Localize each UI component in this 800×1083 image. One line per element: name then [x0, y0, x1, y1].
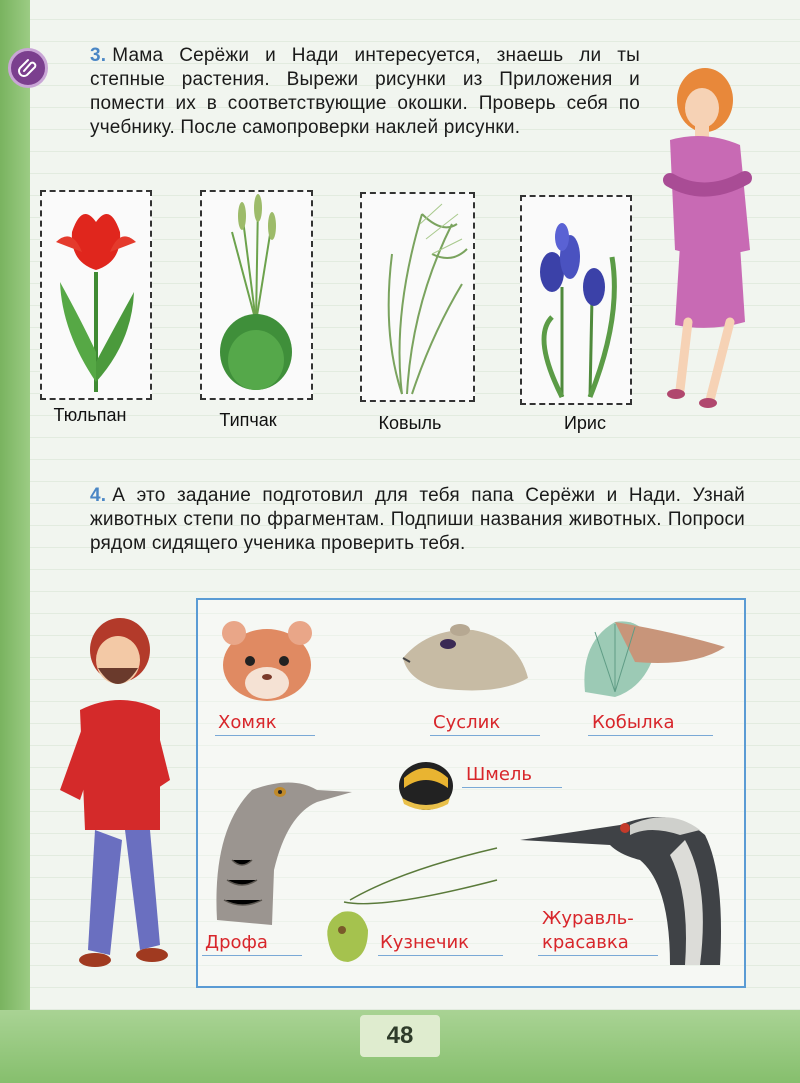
plant-label-tipchak: Типчак: [219, 410, 277, 430]
bumblebee-fragment: [396, 758, 456, 814]
plant-card-tulip: [40, 190, 152, 400]
answer-kobylka: Кобылка: [592, 712, 675, 733]
answer-line-grasshopper: [378, 955, 503, 956]
hamster-fragment: [220, 615, 315, 705]
page-number: 48: [360, 1015, 440, 1057]
father-illustration: [40, 610, 185, 980]
task-4-body: А это задание подготовил для тебя папа Серёжи и Нади. Узнай животных степи по фрагментам. Подпиши названия животных. Попроси рядом сидящего ученика проверить тебя.: [90, 485, 745, 554]
answer-line-kobylka: [588, 735, 713, 736]
task-3-text: [90, 44, 640, 140]
plant-card-tipchak: [200, 190, 313, 400]
answer-crane-line2: красавка: [542, 932, 629, 953]
answer-line-hamster: [215, 735, 315, 736]
task-4-number: 4.: [90, 485, 107, 506]
task-3-body: Мама Серёжи и Нади интересуется, знаешь ли ты степные растения. Вырежи рисунки из Приложения и помести их в соответствующие окошки. Проверь себя по учебнику. После самопроверки наклей рисунки.: [90, 45, 640, 138]
answer-grasshopper: Кузнечик: [380, 932, 470, 953]
answer-souslik: Суслик: [433, 712, 501, 733]
answer-bustard: Дрофа: [205, 932, 268, 953]
answer-bumblebee: Шмель: [466, 764, 533, 785]
answer-line-bustard: [202, 955, 302, 956]
answer-line-souslik: [430, 735, 540, 736]
kobylka-fragment: [575, 612, 730, 702]
plant-label-kovyl: Ковыль: [378, 413, 442, 433]
answer-line-bumblebee: [462, 787, 562, 788]
mother-illustration: [640, 60, 770, 410]
answer-hamster: Хомяк: [218, 712, 277, 733]
plant-card-iris: [520, 195, 632, 405]
paperclip-icon: [8, 48, 48, 88]
souslik-fragment: [398, 618, 533, 698]
answer-line-crane: [538, 955, 658, 956]
plant-label-iris: Ирис: [563, 413, 606, 433]
task-3-number: 3.: [90, 45, 107, 66]
task-4-text: [90, 484, 745, 556]
answer-crane-line1: Журавль-: [542, 908, 634, 929]
left-decorative-border: [0, 0, 30, 1083]
plant-label-tulip: Тюльпан: [53, 405, 127, 425]
plant-card-kovyl: [360, 192, 475, 402]
